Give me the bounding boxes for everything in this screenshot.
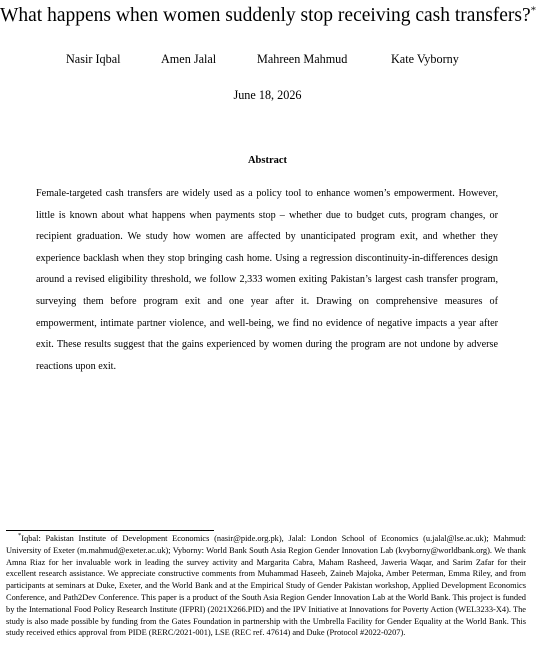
footnote-text: Iqbal: Pakistan Institute of Development Economics (nasir@pide.org.pk), Jalal: London School of Economics (u.jalal@lse.ac.uk); Mahmud: University of Exeter (m.mahmud@exeter.ac.uk); Vyborny: World Bank South Asia Region Gender Innovation Lab (kvyborny@worldbank.org). We thank Amna Riaz for her invaluable work in leading the survey activity and Margarita Cabra, Maham Rasheed, Jaweria Waqar, and Sarim Zafar for their excellent research assistance. We appreciate constructive comments from Muhammad Haseeb, Zaineb Majoka, Amber Peterman, Emma Riley, and from participants at seminars at Duke, Exeter, and the World Bank and at the Empirical Study of Gender Pakistan workshop, Applied Development Economics Conference, and Path2Dev Conference. This paper is a product of the South Asia Region Gender Innovation Lab at the World Bank. This project is funded by the International Food Policy Research Institute (IFPRI) (2021X266.PID) and the IPV Initiative at Innovations for Poverty Action (WEL3233-X4). The study is also made possible by funding from the Gates Foundation in partnership with the Umbrella Facility for Gender Equality at the World Bank. This study received ethics approval from PIDE (RERC/2021-001), LSE (REC ref. 47614) and Duke (Protocol #2022-0207). (6, 534, 526, 638)
author-name: Kate Vyborny (391, 52, 459, 66)
paper-date: June 18, 2026 (233, 88, 302, 102)
title-footnote-mark: * (530, 4, 536, 17)
footnote-divider (6, 530, 214, 531)
author-name: Mahreen Mahmud (257, 52, 348, 66)
abstract-text: Female-targeted cash transfers are widely used as a policy tool to enhance women’s empowerment. However, little is known about what happens when payments stop – whether due to budget cuts, program changes, or recipient graduation. We study how women are affected by unanticipated program exit, and whether they experience backlash when they stop bringing cash home. Using a regression discontinuity-in-differences design around a revised eligibility threshold, we follow 2,333 women exiting Pakistan’s largest cash transfer program, surveying them before program exit and one year after it. Drawing on comprehensive measures of empowerment, intimate partner violence, and well-being, we find no evidence of negative impacts a year after exit. These results suggest that the gains experienced by women during the program are not undone by adverse reactions upon exit. (36, 188, 498, 372)
author-name: Nasir Iqbal (66, 52, 121, 66)
author-name: Amen Jalal (161, 52, 217, 66)
paper-title-text: What happens when women suddenly stop receiving cash transfers? (0, 5, 531, 26)
footnote (6, 533, 526, 639)
author-list (0, 52, 535, 70)
footnote-mark: * (18, 532, 22, 540)
paper-title (0, 4, 535, 28)
abstract-heading: Abstract (247, 155, 288, 166)
